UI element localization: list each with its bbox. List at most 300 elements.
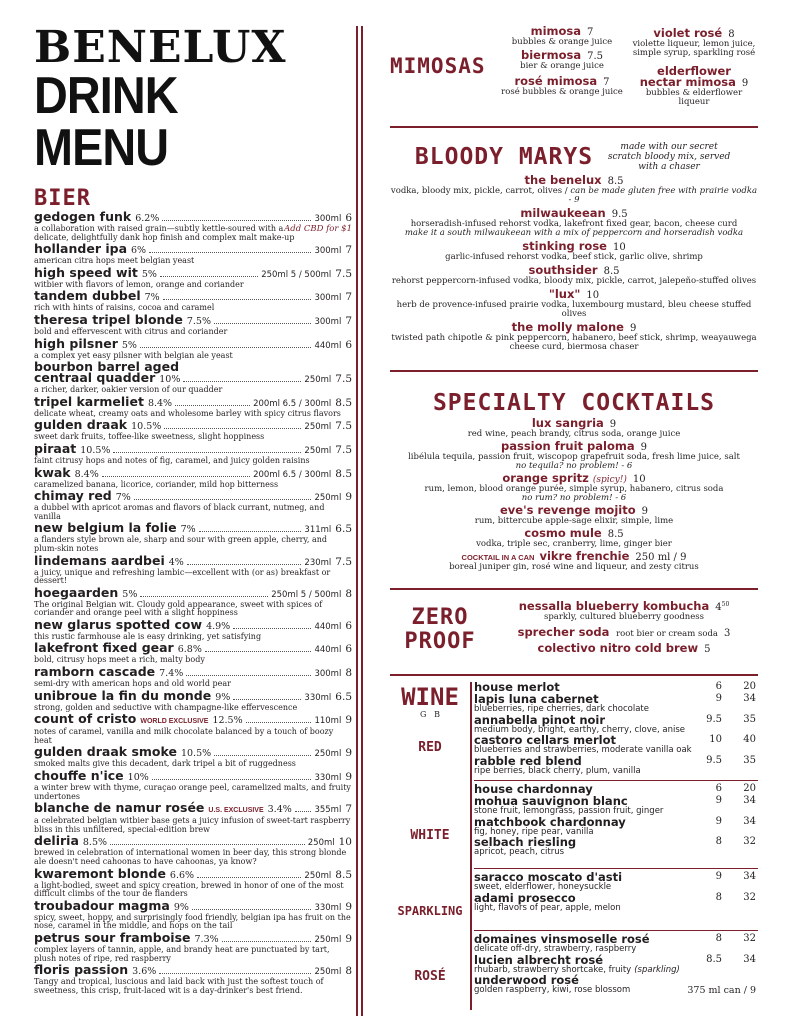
- bier-item: [34, 243, 352, 266]
- wine-desc: [474, 904, 756, 913]
- bier-abv: 6%: [131, 245, 147, 257]
- wine-glass-price: 9: [715, 815, 722, 827]
- bier-desc: [34, 433, 352, 442]
- menu-title-line1: BENELUX: [34, 22, 287, 73]
- bier-abv: 7.3%: [194, 933, 219, 945]
- bier-name-row: [34, 642, 352, 656]
- cocktail-price: 9: [641, 506, 648, 517]
- wine-item: [474, 975, 756, 995]
- bier-abv: 7%: [115, 492, 131, 504]
- wine-desc-text: blueberries, ripe cherries, dark chocolate: [474, 704, 649, 714]
- wine-gb-label: G B: [420, 710, 440, 719]
- bier-desc: [34, 225, 352, 242]
- bier-abv: 7.5%: [186, 315, 211, 327]
- cocktail-item: [390, 551, 758, 572]
- wine-bottle-price: 20: [743, 783, 756, 794]
- bier-name: hollander ipa: [34, 241, 127, 257]
- bier-name-row: [34, 440, 352, 457]
- bier-name-row: [34, 372, 352, 386]
- zero-proof-section: [390, 598, 758, 670]
- bier-desc: [34, 569, 352, 586]
- bier-price: 6.5: [335, 690, 352, 703]
- wine-bottle-price: 34: [743, 795, 756, 806]
- bier-abv: 10.5%: [131, 421, 162, 433]
- dot-leader: [187, 564, 302, 565]
- bier-name-row: [34, 802, 352, 817]
- bier-size: 300ml: [314, 214, 342, 224]
- bier-desc-text: brewed in celebration of international women in beer day, this strong blonde ale doesn't need cahoonas to have cahoonas, ya know?: [34, 848, 347, 866]
- bier-name: unibroue la fin du monde: [34, 687, 212, 703]
- bier-name-row: [34, 311, 352, 328]
- bier-size: 250ml: [307, 838, 335, 849]
- bloody-price: 9: [629, 323, 637, 334]
- wine-cat-rose: ROSÉ: [414, 969, 446, 984]
- bier-tag: U.S. EXCLUSIVE: [208, 807, 264, 815]
- bier-size: 250ml: [304, 870, 332, 881]
- bloody-desc-text: rehorst peppercorn-infused vodka, bloody mix, pickle, carrot, jalepeño-stuffed olives: [391, 276, 757, 286]
- cocktail-note: no tequila? no problem! - 6: [515, 461, 633, 471]
- bier-name-row: [34, 865, 352, 882]
- bier-abv: 6.6%: [169, 869, 195, 881]
- bier-name: chimay red: [34, 488, 112, 504]
- bloody-name: stinking rose: [522, 239, 607, 253]
- menu-title-line2: DRINK MENU: [34, 67, 178, 177]
- bier-desc-text: a collaboration with raised grain—subtly kettle-soured with a delicate, delightfully dank hop finish and complex malt make-up: [34, 224, 295, 242]
- wine-desc-text: medium body, bright, earthy, cherry, clove, anise: [474, 724, 685, 735]
- bier-name: gulden draak smoke: [34, 744, 177, 760]
- bier-size: 250ml: [304, 422, 332, 433]
- bloody-desc-text: herb de provence-infused prairie vodka, luxembourg mustard, bleu cheese stuffed olives: [396, 300, 752, 319]
- cocktail-desc: libélula tequila, passion fruit, wiscopop grapefruit soda, fresh lime juice, salt: [408, 452, 740, 462]
- bier-desc: [34, 817, 352, 834]
- bier-price: 7.5: [335, 373, 352, 386]
- bier-name: theresa tripel blonde: [34, 311, 183, 327]
- cocktail-item: [390, 473, 758, 503]
- bier-desc: [34, 914, 352, 931]
- bier-price: 8: [345, 667, 352, 680]
- wine-name: annabella pinot noir: [474, 712, 606, 727]
- wine-bottle-price: 32: [743, 891, 756, 903]
- bier-desc-text: delicate wheat, creamy oats and wholesome barley with spicy citrus flavors: [34, 408, 341, 418]
- cocktail-extra: (spicy!): [592, 475, 627, 485]
- bier-item: [34, 897, 352, 931]
- cocktail-price: 8.5: [607, 529, 624, 540]
- bier-item: [34, 642, 352, 665]
- bier-desc-text: american citra hops meet belgian yeast: [34, 256, 195, 266]
- bier-price: 8.5: [335, 467, 352, 480]
- bier-name: new belgium la folie: [34, 520, 177, 536]
- bier-desc-text: bold, citrusy hops meet a rich, malty body: [34, 655, 205, 665]
- wine-divider: [470, 682, 472, 1010]
- bier-size: 250ml: [314, 749, 342, 760]
- mimosas-heading: MIMOSAS: [390, 54, 486, 78]
- dot-leader: [163, 299, 312, 300]
- bloody-list: [390, 175, 758, 352]
- bier-item: [34, 335, 352, 361]
- bier-name-row: [34, 393, 352, 410]
- bier-name: tandem dubbel: [34, 288, 141, 304]
- zero-item: colectivo nitro cold brew 5: [537, 640, 711, 655]
- bier-size: 250ml: [314, 493, 342, 504]
- bier-item: [34, 440, 352, 466]
- wine-section: [390, 682, 758, 1018]
- bier-name: centraal quadder: [34, 370, 156, 386]
- bier-item: [34, 311, 352, 337]
- cocktails-heading: SPECIALTY COCKTAILS: [432, 390, 716, 416]
- bier-name: piraat: [34, 440, 77, 456]
- cocktail-desc: boreal juniper gin, rosé wine and liqueur, and zesty citrus: [449, 562, 699, 572]
- bier-name: petrus sour framboise: [34, 929, 191, 945]
- section-divider: [390, 370, 758, 372]
- bloody-price: 8.5: [607, 176, 624, 187]
- bier-size: 330ml: [304, 692, 332, 703]
- bier-name: high pilsner: [34, 335, 118, 351]
- bier-name: ramborn cascade: [34, 664, 156, 680]
- dot-leader: [214, 755, 311, 756]
- bier-price: 9: [345, 771, 352, 784]
- bier-name-row: [34, 713, 352, 728]
- dot-leader: [102, 476, 250, 477]
- wine-glass-price: 8: [715, 891, 722, 903]
- wine-desc-text: delicate off-dry, strawberry, raspberry: [474, 944, 637, 954]
- wine-bottle-price: 35: [743, 754, 756, 766]
- wine-glass-price: 8: [715, 933, 722, 944]
- bier-item: [34, 211, 352, 242]
- bier-name: gedogen funk: [34, 209, 132, 224]
- bier-name-row: [34, 964, 352, 978]
- bier-size: 355ml: [314, 805, 342, 816]
- bier-abv: 5%: [121, 339, 137, 351]
- bier-item: [34, 584, 352, 618]
- zero-item: nessalla blueberry kombucha $4^{50}$ sparkly, cultured blueberry goodness: [518, 598, 730, 622]
- bier-desc-text: a juicy, unique and refreshing lambic—excellent with (or as) breakfast or dessert!: [34, 567, 331, 586]
- bier-abv: 8.5%: [82, 837, 108, 849]
- wine-bottle-price: 32: [743, 933, 756, 944]
- bier-desc-text: notes of caramel, vanilla and milk chocolate balanced by a touch of boozy heat: [34, 727, 334, 745]
- wine-heading: WINE: [401, 683, 459, 711]
- bloody-desc-text: garlic-infused rehorst vodka, beef stick, garlic olive, shrimp: [445, 252, 703, 262]
- mimosas-section: [390, 24, 758, 107]
- bier-price: 7.5: [335, 267, 352, 280]
- bier-size: 300ml: [314, 293, 342, 304]
- cocktail-desc: red wine, peach brandy, citrus soda, orange juice: [467, 429, 681, 439]
- bier-abv: 6.8%: [177, 644, 202, 656]
- bier-desc: [34, 601, 352, 618]
- dot-leader: [140, 596, 268, 597]
- bier-item: [34, 264, 352, 290]
- wine-desc-text: sweet, elderflower, honeysuckle: [474, 882, 612, 892]
- bier-name-row: [34, 419, 352, 433]
- wine-desc-text: golden raspberry, kiwi, rose blossom: [474, 985, 631, 995]
- wine-bottle-price: 20: [743, 681, 756, 692]
- dot-leader: [159, 973, 311, 974]
- bloody-note-inline: can be made gluten free with prairie vodka - 9: [568, 186, 758, 205]
- bloody-desc: vodka, bloody mix, pickle, carrot, olives / can be made gluten free with prairie vodka - 9: [390, 186, 758, 205]
- bier-name-row: [34, 290, 352, 304]
- bier-price: 7: [345, 244, 352, 257]
- dot-leader: [233, 699, 301, 700]
- bier-name-row: [34, 335, 352, 352]
- wine-bottle-price: 35: [743, 713, 756, 725]
- dot-leader: [162, 220, 311, 221]
- bier-item: [34, 964, 352, 995]
- dot-leader: [175, 405, 250, 406]
- bier-desc: [34, 536, 352, 553]
- cocktail-desc: vodka, triple sec, cranberry, lime, ginger bier: [476, 539, 672, 549]
- cocktail-note: no rum? no problem! - 6: [521, 493, 627, 503]
- wine-glass-price: 9: [715, 795, 722, 806]
- bier-size: 250ml: [314, 934, 342, 945]
- bier-size: 300ml: [314, 246, 342, 257]
- bier-price: 10: [338, 836, 352, 849]
- bier-desc-text: a flanders style brown ale, sharp and sour with green apple, cherry, and plum-skin notes: [34, 535, 327, 553]
- dot-leader: [214, 323, 311, 324]
- bloody-price: 10: [612, 242, 626, 253]
- bier-name-row: [34, 490, 352, 504]
- bier-heading: BIER: [34, 186, 91, 211]
- cocktail-list: [390, 418, 758, 572]
- bier-name-row: [34, 243, 352, 257]
- dot-leader: [164, 428, 301, 429]
- bier-desc-text: The original Belgian wit. Cloudy gold appearance, sweet with spices of coriander and orange peel with a slight hoppiness: [34, 599, 323, 618]
- bier-item: [34, 393, 352, 419]
- bier-price: 9: [345, 900, 352, 913]
- wine-item: [474, 934, 756, 954]
- cocktail-item: [390, 441, 758, 471]
- divider-right: [361, 26, 363, 1016]
- bier-size: 330ml: [314, 902, 342, 913]
- bloody-item: [390, 241, 758, 262]
- bier-item: [34, 616, 352, 642]
- bier-desc-text: bold and effervescent with citrus and coriander: [34, 326, 228, 336]
- bier-abv: 9%: [173, 901, 189, 913]
- bier-abv: 8.4%: [74, 468, 99, 480]
- bier-price: 8: [345, 965, 352, 978]
- bier-name-row: [34, 211, 352, 225]
- bier-price: 6.5: [335, 523, 352, 536]
- wine-glass-price: 10: [709, 734, 722, 745]
- bier-desc-text: rich with hints of raisins, cocoa and caramel: [34, 303, 215, 313]
- bier-tag: WORLD EXCLUSIVE: [140, 718, 209, 726]
- bier-desc-text: Tangy and tropical, luscious and laid back with just the softest touch of sweetness, this crisp, fruit-laced wit is a day-drinker's best friend.: [34, 977, 324, 995]
- dot-leader: [134, 499, 312, 500]
- bier-name-row: [34, 746, 352, 760]
- wine-bottle-price: 34: [743, 693, 756, 704]
- bier-price: 9: [345, 932, 352, 945]
- bier-desc-text: semi-dry with american hops and old world pear: [34, 679, 231, 689]
- wine-name: lapis luna cabernet: [474, 692, 599, 706]
- cocktail-item: [390, 418, 758, 439]
- bier-item: [34, 419, 352, 442]
- bier-name-row: [34, 552, 352, 569]
- bier-desc: [34, 504, 352, 521]
- wine-glass-price: 6: [715, 783, 722, 794]
- wine-rose-list: [474, 934, 756, 996]
- wine-name: domaines vinsmoselle rosé: [474, 932, 650, 946]
- wine-bottle-price: 34: [743, 815, 756, 827]
- bier-name: blanche de namur rosée: [34, 800, 205, 816]
- bier-item: [34, 552, 352, 586]
- bier-size: 200ml 6.5 / 300ml: [253, 469, 332, 480]
- dot-leader: [246, 722, 312, 723]
- bier-price: 6: [345, 643, 352, 656]
- wine-bottle-price: 40: [743, 734, 756, 745]
- bier-desc-text: a dubbel with apricot aromas and flavors of black currant, nutmeg, and vanilla: [34, 503, 325, 521]
- bier-desc: [34, 882, 352, 899]
- bier-name: troubadour magma: [34, 897, 170, 913]
- bier-item: [34, 770, 352, 801]
- bier-abv: 4%: [168, 556, 184, 568]
- bier-item: [34, 464, 352, 490]
- wine-desc-text: apricot, peach, citrus: [474, 847, 565, 857]
- wine-desc-text: light, flavors of pear, apple, melon: [474, 902, 621, 913]
- bier-name: deliria: [34, 833, 79, 849]
- bier-desc: [34, 978, 352, 995]
- bier-abv: 7%: [144, 292, 160, 304]
- wine-name: matchbook chardonnay: [474, 814, 626, 829]
- bier-price: 6: [345, 212, 352, 224]
- bier-item: [34, 522, 352, 553]
- mimosa-item: rosé mimosa 7 rosé bubbles & orange juice: [501, 74, 623, 97]
- cocktail-name: cosmo mule: [524, 526, 602, 540]
- wine-cat-divider: [474, 930, 758, 931]
- bier-name-row: [34, 464, 352, 481]
- wine-bottle-price: 34: [743, 871, 756, 882]
- wine-item: [474, 814, 756, 837]
- dot-leader: [222, 941, 312, 942]
- wine-desc-text: fig, honey, ripe pear, vanilla: [474, 826, 594, 837]
- bloody-marys-section: [390, 142, 758, 352]
- mimosa-item: violet rosé 8 violette liqueur, lemon juice, simple syrup, sparkling rosé: [632, 26, 756, 58]
- cocktail-name: eve's revenge mojito: [500, 503, 636, 517]
- bier-name: chouffe n'ice: [34, 768, 124, 784]
- bier-size: 250ml 5 / 500ml: [271, 589, 342, 600]
- cocktail-item: [390, 528, 758, 549]
- wine-name: mohua sauvignon blanc: [474, 794, 628, 808]
- bier-name: floris passion: [34, 962, 129, 978]
- bier-name-row: [34, 666, 352, 680]
- bier-size: 250ml: [314, 967, 342, 978]
- bier-name: high speed wit: [34, 264, 138, 280]
- bier-name: new glarus spotted cow: [34, 616, 203, 632]
- wine-desc-text: rhubarb, strawberry shortcake, fruity: [474, 964, 632, 975]
- section-divider: [390, 126, 758, 128]
- cocktail-desc: rum, bittercube apple-sage elixir, simple, lime: [474, 516, 674, 526]
- bier-size: 230ml: [304, 557, 332, 568]
- wine-item: [474, 837, 756, 857]
- cocktail-prefix: COCKTAIL IN A CAN: [461, 553, 535, 562]
- dot-leader: [295, 811, 312, 812]
- bier-desc: [34, 728, 352, 745]
- bloody-price: 9.5: [611, 209, 628, 220]
- wine-name: castoro cellars merlot: [474, 733, 616, 747]
- wine-desc-text: stone fruit, lemongrass, passion fruit, ginger: [474, 806, 664, 816]
- wine-name: adami prosecco: [474, 890, 576, 905]
- wine-glass-price: 9.5: [706, 713, 722, 725]
- wine-item: [474, 712, 756, 735]
- bier-size: 300ml: [314, 669, 342, 680]
- bier-item: [34, 666, 352, 689]
- bier-abv: 6.2%: [135, 213, 160, 224]
- bier-name: hoegaarden: [34, 584, 119, 600]
- cocktails-section: [390, 390, 758, 572]
- bier-name-row: [34, 264, 352, 281]
- bloody-desc: [390, 277, 758, 286]
- bier-size: 250ml: [304, 445, 332, 456]
- dot-leader: [113, 452, 301, 453]
- bier-abv: 10%: [159, 374, 181, 386]
- bier-desc-text: a complex yet easy pilsner with belgian ale yeast: [34, 350, 233, 360]
- bloody-desc-text: horseradish-infused rehorst vodka, lakefront fixed gear, bacon, cheese curd: [410, 219, 738, 229]
- wine-item: [474, 735, 756, 755]
- dot-leader: [186, 675, 311, 676]
- bier-desc-text: witbier with flavors of lemon, orange and coriander: [34, 279, 244, 289]
- wine-cat-red: RED: [418, 740, 442, 755]
- divider-left: [356, 26, 358, 1016]
- bloody-item: [390, 208, 758, 238]
- bloody-price: 10: [586, 290, 600, 301]
- bier-desc-text: smoked malts give this decadent, dark tripel a bit of ruggedness: [34, 759, 296, 769]
- wine-item: [474, 796, 756, 816]
- mimosa-item: biermosa 7.5 bier & orange juice: [520, 48, 604, 71]
- wine-name: selbach riesling: [474, 835, 577, 849]
- cocktail-price: 9: [609, 419, 617, 430]
- wine-glass-price: 9.5: [706, 754, 722, 766]
- bier-item: [34, 865, 352, 899]
- bier-size: 440ml: [314, 340, 342, 351]
- wine-sparkling-list: [474, 872, 756, 913]
- bier-size: 250ml: [304, 375, 332, 386]
- bier-abv: 4.9%: [206, 620, 231, 632]
- bloody-name: southsider: [528, 263, 598, 277]
- wine-red-list: [474, 682, 756, 776]
- bier-size: 330ml: [314, 773, 342, 784]
- wine-glass-price: 9: [715, 871, 722, 882]
- right-column: [390, 26, 758, 1018]
- cocktail-name: passion fruit paloma: [501, 439, 635, 453]
- bloody-name: the molly malone: [511, 320, 624, 334]
- wine-glass-price: 8.5: [706, 953, 722, 965]
- cocktail-desc: rum, lemon, blood orange purée, simple syrup, habanero, citrus soda: [424, 484, 724, 494]
- bier-price: 7.5: [335, 443, 352, 456]
- dot-leader: [149, 252, 311, 253]
- cocktail-price: 9: [640, 442, 647, 453]
- bier-name: count of cristo: [34, 711, 137, 727]
- left-column: [34, 22, 352, 995]
- cocktail-item: [390, 505, 758, 526]
- wine-name: lucien albrecht rosé: [474, 952, 604, 967]
- wine-bottle-price: 32: [743, 836, 756, 847]
- bier-size: 250ml 5 / 500ml: [261, 269, 332, 280]
- bier-price: 7: [345, 314, 352, 327]
- mimosa-item: elderflower nectar mimosa 9 bubbles & elderflower liqueur: [639, 64, 749, 107]
- bloody-price: 8.5: [603, 266, 620, 277]
- dot-leader: [140, 347, 311, 348]
- bier-name: bourbon barrel aged: [34, 359, 180, 375]
- bier-item: [34, 290, 352, 313]
- bloody-name: the benelux: [524, 173, 602, 187]
- wine-desc: [474, 848, 756, 857]
- bier-abv: 3.6%: [132, 966, 157, 978]
- bier-item: [34, 361, 352, 395]
- bloody-name: milwaukeean: [520, 206, 606, 220]
- bier-size: 440ml: [314, 645, 342, 656]
- bier-price: 8: [345, 587, 352, 600]
- wine-item: [474, 694, 756, 714]
- bier-abv: 8.4%: [147, 397, 173, 409]
- bier-size: 311ml: [304, 525, 332, 536]
- cocktail-name: vikre frenchie: [539, 549, 630, 563]
